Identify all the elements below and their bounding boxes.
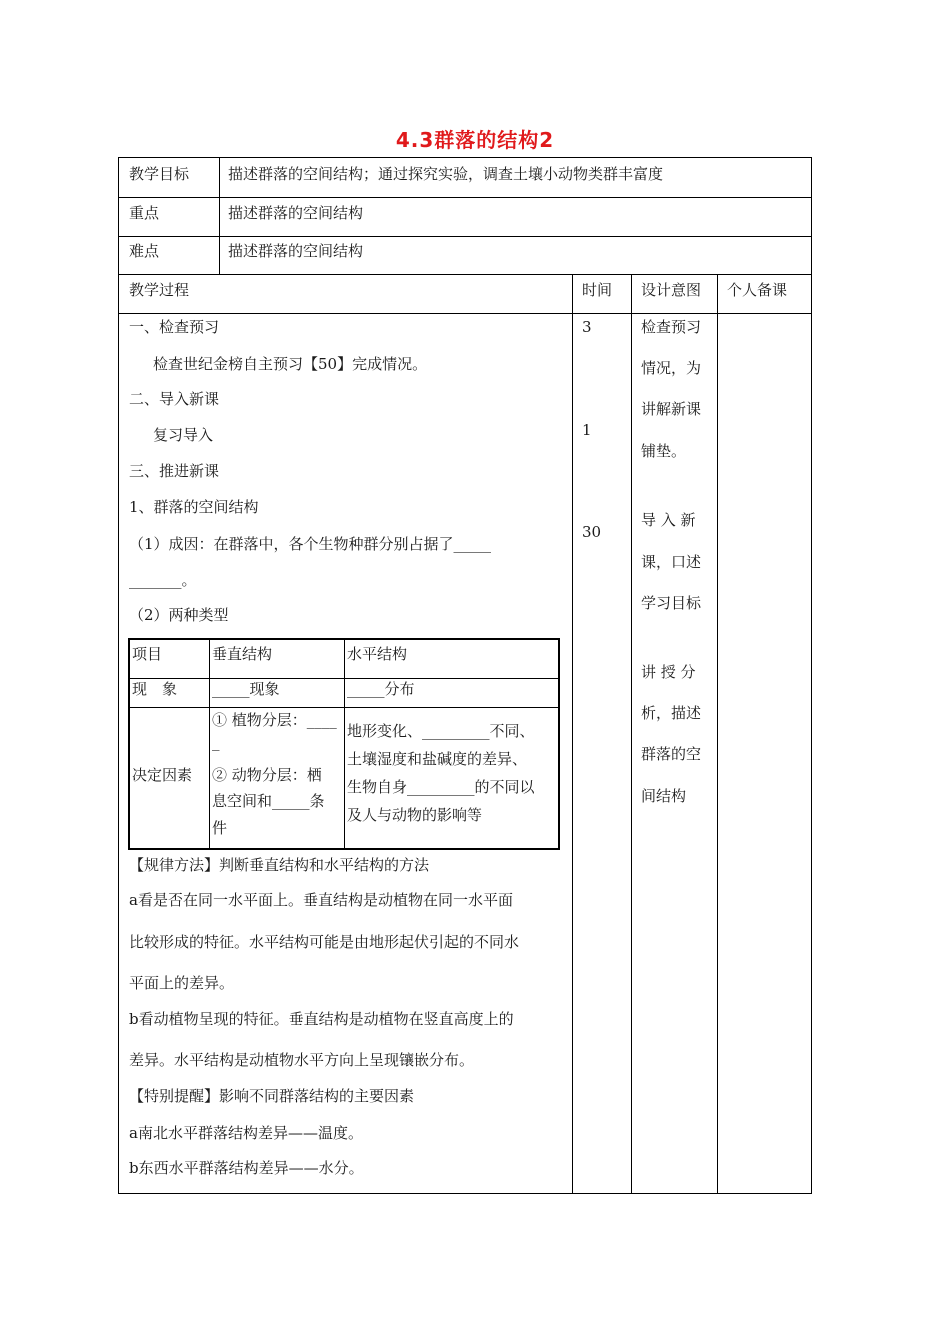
process-line: 复习导入 <box>153 426 214 444</box>
key-label: 重点 <box>129 204 160 222</box>
row-divider <box>118 274 812 275</box>
column-divider <box>631 274 632 1194</box>
types-r2-vertical-line: 息空间和_____条 <box>212 792 325 810</box>
types-r2-horizontal-line: 地形变化、_________不同、 <box>347 722 535 740</box>
types-r2-vertical-line: _ <box>212 733 220 751</box>
column-divider <box>219 157 220 274</box>
time-value: 30 <box>582 523 602 541</box>
design-note-line: 课，口述 <box>641 553 702 571</box>
types-r2-horizontal-line: 生物自身_________的不同以 <box>347 778 535 796</box>
goal-label: 教学目标 <box>129 165 190 183</box>
method-line: b看动植物呈现的特征。垂直结构是动植物在竖直高度上的 <box>129 1010 514 1028</box>
types-r2-vertical-line: ② 动物分层：栖 <box>212 766 322 784</box>
process-line: 1、群落的空间结构 <box>129 498 259 516</box>
design-note-line: 铺垫。 <box>641 442 687 460</box>
header-process: 教学过程 <box>129 281 190 299</box>
time-value: 1 <box>582 421 592 439</box>
method-line: a南北水平群落结构差异——温度。 <box>129 1124 363 1142</box>
row-divider <box>118 197 812 198</box>
method-line: 差异。水平结构是动植物水平方向上呈现镶嵌分布。 <box>129 1051 475 1069</box>
types-r2-vertical-line: 件 <box>212 819 228 837</box>
design-note-line: 学习目标 <box>641 594 702 612</box>
process-line: （2）两种类型 <box>129 606 229 624</box>
method-line: a看是否在同一水平面上。垂直结构是动植物在同一水平面 <box>129 891 513 909</box>
key-text: 描述群落的空间结构 <box>228 204 364 222</box>
header-design: 设计意图 <box>641 281 702 299</box>
types-r1-horizontal: _____分布 <box>347 680 415 698</box>
design-note-line: 检查预习 <box>641 318 702 336</box>
outer-table-border <box>118 157 812 158</box>
design-note-line: 讲 授 分 <box>641 663 696 681</box>
types-header-item: 项目 <box>132 645 163 663</box>
outer-table-border <box>118 1193 812 1194</box>
goal-text: 描述群落的空间结构；通过探究实验，调查土壤小动物类群丰富度 <box>228 165 664 183</box>
design-note-line: 析，描述 <box>641 704 702 722</box>
row-divider <box>118 313 812 314</box>
method-line: 平面上的差异。 <box>129 974 235 992</box>
types-r2-horizontal-line: 及人与动物的影响等 <box>347 806 483 824</box>
types-r2-vertical-line: ① 植物分层：____ <box>212 711 337 729</box>
header-time: 时间 <box>582 281 613 299</box>
method-line: 【特别提醒】影响不同群落结构的主要因素 <box>129 1087 415 1105</box>
inner-col-divider <box>344 640 345 848</box>
outer-table-border <box>118 157 119 1194</box>
method-line: 【规律方法】判断垂直结构和水平结构的方法 <box>129 856 430 874</box>
difficulty-text: 描述群落的空间结构 <box>228 242 364 260</box>
types-header-vertical: 垂直结构 <box>212 645 273 663</box>
types-header-horizontal: 水平结构 <box>347 645 408 663</box>
outer-table-border <box>811 157 812 1194</box>
row-divider <box>118 236 812 237</box>
process-line: 一、检查预习 <box>129 318 220 336</box>
design-note-line: 间结构 <box>641 787 687 805</box>
process-line: （1）成因：在群落中，各个生物种群分别占据了_____ <box>129 535 492 553</box>
method-line: b东西水平群落结构差异——水分。 <box>129 1159 364 1177</box>
types-r2-label: 决定因素 <box>132 766 193 784</box>
method-line: 比较形成的特征。水平结构可能是由地形起伏引起的不同水 <box>129 933 520 951</box>
design-note-line: 讲解新课 <box>641 400 702 418</box>
types-r1-label: 现 象 <box>132 680 178 698</box>
column-divider <box>572 274 573 1194</box>
process-line: 三、推进新课 <box>129 462 220 480</box>
process-line: 检查世纪金榜自主预习【50】完成情况。 <box>153 355 428 373</box>
types-r1-vertical: _____现象 <box>212 680 280 698</box>
process-line: 二、导入新课 <box>129 390 220 408</box>
header-personal: 个人备课 <box>727 281 788 299</box>
types-r2-horizontal-line: 土壤湿度和盐碱度的差异、 <box>347 750 528 768</box>
inner-col-divider <box>209 640 210 848</box>
process-line: _______。 <box>129 571 197 589</box>
design-note-line: 群落的空 <box>641 745 702 763</box>
types-table <box>128 638 560 850</box>
difficulty-label: 难点 <box>129 242 160 260</box>
design-note-line: 导 入 新 <box>641 511 696 529</box>
time-value: 3 <box>582 318 592 336</box>
design-note-line: 情况，为 <box>641 359 702 377</box>
page-title: 4.3群落的结构2 <box>395 128 555 152</box>
column-divider <box>717 274 718 1194</box>
